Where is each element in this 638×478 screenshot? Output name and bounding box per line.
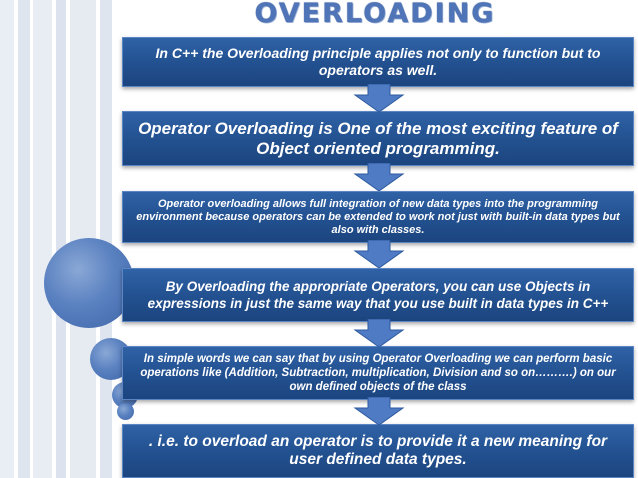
step-text-5: In simple words we can say that by using Operator Overloading we can perform basic operations like (Addition, Subtraction, multiplication, Division and so on……….) on our own defined objects of the class [140,353,616,393]
step-text-1: In C++ the Overloading principle applies not only to function but to operators as well. [155,45,601,78]
step-box-5 [122,346,634,400]
step-text-2: Operator Overloading is One of the most exciting feature of Object oriented programming. [138,118,618,158]
step-text-4: By Overloading the appropriate Operators, you can use Objects in expressions in just the same way that you use built in data types in C++ [147,279,609,311]
step-box-6 [122,424,634,478]
down-arrow-icon [349,397,409,425]
page-title: OVERLOADING [254,0,496,29]
down-arrow-icon [349,84,409,112]
step-box-4 [122,268,634,322]
step-box-1 [122,37,634,87]
down-arrow-icon [349,319,409,347]
decorative-circle-tiny [117,403,134,420]
step-text-3: Operator overloading allows full integration of new data types into the programming environment because operators can be extended to work not just with built-in data types but also with classes. [136,197,620,236]
down-arrow-icon [349,163,409,191]
step-text-6: . i.e. to overload an operator is to provide it a new meaning for user defined data types. [148,433,608,468]
step-box-2 [122,111,634,166]
down-arrow-icon [349,240,409,268]
decorative-circle-large [44,238,134,328]
step-box-3 [122,191,634,243]
